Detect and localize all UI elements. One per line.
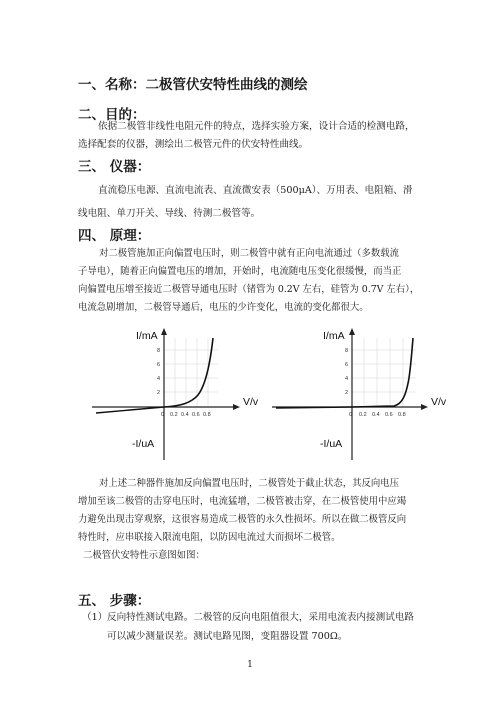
y-pos-label: I/mA	[136, 330, 158, 342]
reverse-curve	[276, 407, 352, 408]
x-tick-2: 0.4	[372, 412, 380, 418]
y-tick-6: 6	[157, 362, 161, 368]
y-axis-arrow	[161, 328, 167, 335]
step-1-line-2: 可以减少测量误差。测试电路见图，变阻器设置 700Ω。	[107, 631, 348, 642]
y-tick-6: 6	[345, 362, 349, 368]
x-tick-3: 0.6	[385, 412, 393, 418]
step-1-line-1: 反向特性测试电路。二极管的反向电阻值很大，采用电流表内接测试电路	[107, 612, 414, 623]
y-tick-2: 2	[157, 390, 161, 396]
figure-caption: 二极管伏安特性示意图如图：	[83, 550, 205, 561]
y-tick-2: 2	[345, 390, 349, 396]
principle-line-2: 子导电），随着正向偏置电压的增加，开始时，电流随电压变化很缓慢，而当正	[78, 266, 402, 277]
reverse-line-4: 特性时，应串联接入限流电阻，以防因电流过大而损坏二极管。	[78, 532, 341, 543]
section-3-heading: 三、 仪器：	[78, 159, 151, 175]
section-2-heading: 二、目的：	[78, 107, 146, 123]
y-tick-8: 8	[345, 348, 349, 354]
page-number: 1	[247, 660, 253, 670]
y-neg-label: -I/uA	[320, 438, 343, 450]
section-1-heading: 一、名称：二极管伏安特性曲线的测绘	[78, 77, 308, 93]
x-axis-label: V/v	[431, 396, 447, 408]
grid	[164, 338, 218, 407]
forward-curve	[164, 338, 213, 407]
reverse-curve	[96, 407, 164, 413]
instruments-line-2: 线电阻、单刀开关、导线、待测二极管等。	[78, 208, 261, 219]
section-5-heading: 五、 步骤：	[78, 593, 151, 609]
x-axis-arrow	[233, 404, 240, 410]
reverse-line-3: 力避免出现击穿观察，这很容易造成二极管的永久性损坏。所以在做二极管反向	[78, 514, 407, 525]
purpose-line-1: 依据二极管非线性电阻元件的特点，选择实验方案，设计合适的检测电路，	[98, 121, 415, 132]
x-tick-1: 0.2	[359, 412, 367, 418]
y-pos-label: I/mA	[323, 330, 345, 342]
x-tick-3: 0.6	[192, 412, 200, 418]
iv-chart-germanium	[86, 320, 276, 470]
y-neg-label: -I/uA	[132, 438, 155, 450]
iv-chart-silicon	[266, 320, 456, 470]
instruments-line-1: 直流稳压电源、直流电流表、直流微安表（500μA）、万用表、电阻箱、滑	[98, 185, 413, 196]
grid	[352, 338, 416, 407]
section-4-heading: 四、 原理：	[78, 228, 151, 244]
x-axis-label: V/v	[243, 396, 259, 408]
principle-line-1: 对二极管施加正向偏置电压时，则二极管中就有正向电流通过（多数载流	[99, 248, 400, 259]
y-tick-8: 8	[157, 348, 161, 354]
x-tick-4: 0.8	[398, 412, 406, 418]
x-tick-0: 0	[161, 412, 165, 418]
reverse-line-2: 增加至该二极管的击穿电压时，电流猛增，二极管被击穿，在二极管使用中应竭	[78, 496, 407, 507]
y-tick-4: 4	[345, 376, 349, 382]
principle-line-4: 电流急剧增加，二极管导通后，电压的少许变化，电流的变化都很大。	[78, 302, 369, 313]
reverse-line-1: 对上述二种器件施加反向偏置电压时，二极管处于截止状态，其反向电压	[99, 478, 400, 489]
y-tick-4: 4	[157, 376, 161, 382]
step-1-number: （1）	[82, 612, 108, 623]
forward-curve	[352, 338, 413, 407]
purpose-line-2: 选择配套的仪器，测绘出二极管元件的伏安特性曲线。	[78, 139, 309, 150]
x-tick-0: 0	[349, 412, 353, 418]
x-tick-2: 0.4	[181, 412, 189, 418]
x-tick-1: 0.2	[170, 412, 178, 418]
y-axis-arrow	[349, 328, 355, 335]
principle-line-3: 向偏置电压增至接近二极管导通电压时（锗管为 0.2V 左右，硅管为 0.7V 左右），	[78, 284, 420, 295]
x-tick-4: 0.8	[203, 412, 211, 418]
x-axis-arrow	[421, 404, 428, 410]
